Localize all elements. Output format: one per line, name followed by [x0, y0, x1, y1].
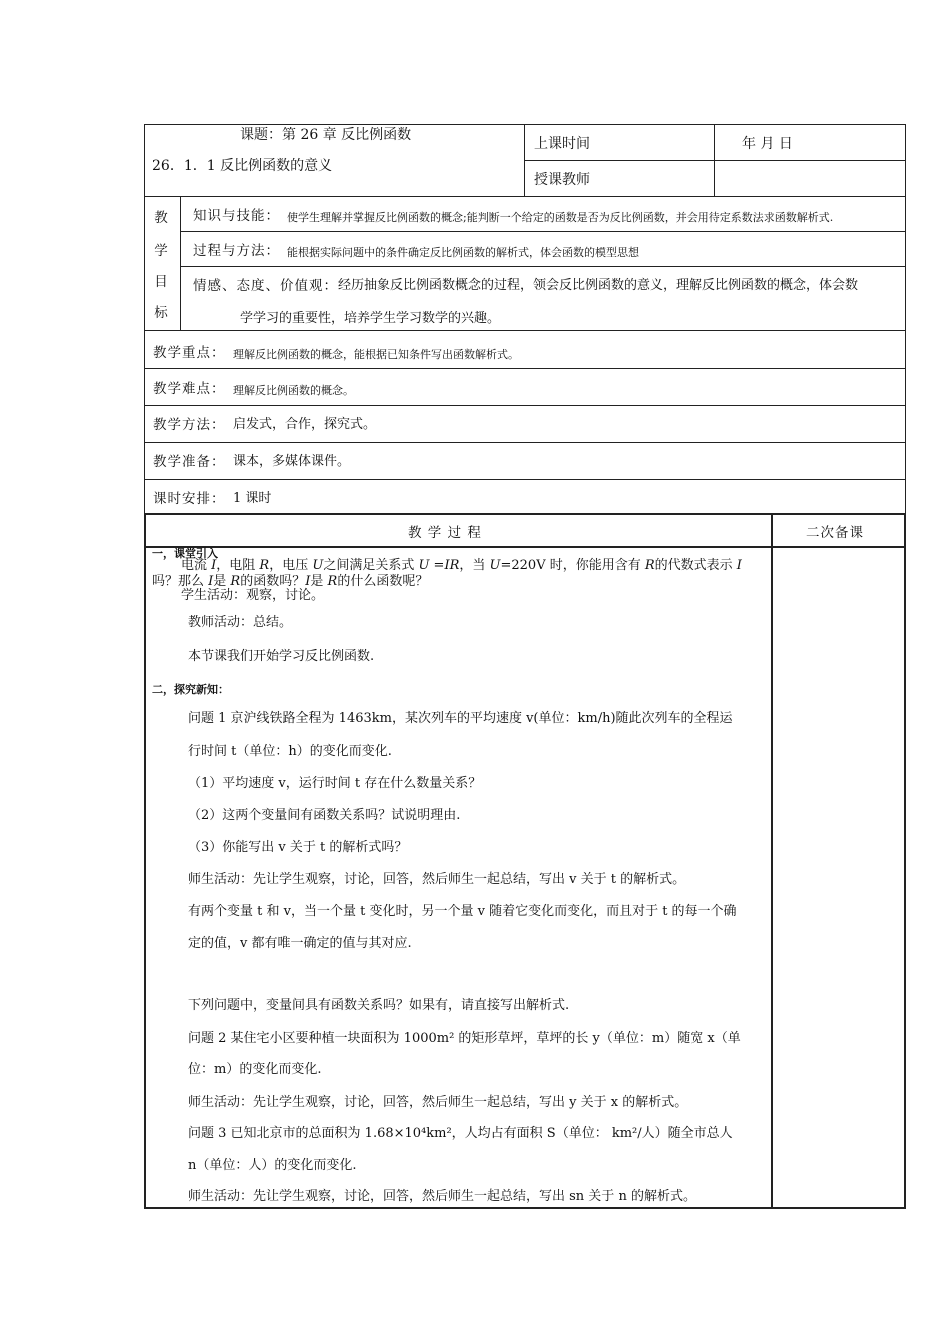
problem-2-line-2: 位：m）的变化而变化. — [188, 1062, 322, 1077]
hours-text: 1 课时 — [233, 491, 272, 506]
key-point-text: 理解反比例函数的概念，能根据已知条件写出函数解析式。 — [233, 348, 519, 361]
problem-1-line-2: 行时间 t（单位：h）的变化而变化. — [188, 744, 392, 759]
emotion-text-2: 学学习的重要性，培养学生学习数学的兴趣。 — [240, 311, 501, 326]
problems-intro: 下列问题中，变量间具有函数关系吗？如果有，请直接写出解析式. — [188, 998, 570, 1013]
process-text: 能根据实际问题中的条件确定反比例函数的解析式，体会函数的模型思想 — [287, 246, 639, 259]
difficulty-text: 理解反比例函数的概念。 — [233, 384, 354, 397]
knowledge-text: 使学生理解并掌握反比例函数的概念;能判断一个给定的函数是否为反比例函数，并会用待定系数法求函数解析式. — [287, 211, 834, 224]
problem-1-activity: 师生活动：先让学生观察，讨论，回答，然后师生一起总结，写出 v 关于 t 的解析式。 — [188, 872, 686, 887]
intro-teacher-activity: 教师活动：总结。 — [188, 615, 293, 630]
process-header: 教 学 过 程 — [408, 525, 482, 541]
method-text: 启发式，合作，探究式。 — [233, 417, 377, 432]
lesson-title: 课题：第 26 章 反比例函数 — [240, 127, 412, 143]
problem-1-question-c: （3）你能写出 v 关于 t 的解析式吗？ — [188, 840, 408, 855]
key-point-label: 教学重点： — [153, 345, 226, 361]
intro-line-1: 电流 I，电阻 R，电压 U之间满足关系式 U =IR，当 U=220V 时，你能用含有 R的代数式表示 I — [181, 558, 742, 573]
teacher-label: 授课教师 — [534, 172, 590, 188]
class-time-label: 上课时间 — [534, 136, 590, 152]
emotion-text-1: 经历抽象反比例函数概念的过程，领会反比例函数的意义，理解反比例函数的概念，体会数 — [338, 278, 859, 293]
problem-1-question-a: （1）平均速度 v，运行时间 t 存在什么数量关系？ — [188, 776, 482, 791]
method-label: 教学方法： — [153, 417, 226, 433]
hours-label: 课时安排： — [153, 491, 226, 507]
emotion-label: 情感、态度、价值观： — [193, 278, 338, 294]
intro-student-activity: 学生活动：观察，讨论。 — [181, 588, 325, 603]
intro-line-2: 吗？那么 I是 R的函数吗？I是 R的什么函数呢？ — [152, 574, 429, 589]
problem-1-line-1: 问题 1 京沪线铁路全程为 1463km，某次列车的平均速度 v(单位：km/h)随此次列车的全程运 — [188, 711, 733, 726]
goal-side-char-1: 教 — [154, 210, 168, 226]
goal-side-char-2: 学 — [154, 243, 168, 259]
lesson-subtitle: 26．1．1 反比例函数的意义 — [152, 158, 333, 174]
secondary-prep-header: 二次备课 — [806, 525, 864, 541]
problem-3-line-2: n（单位：人）的变化而变化. — [188, 1158, 357, 1173]
difficulty-label: 教学难点： — [153, 381, 226, 397]
preparation-text: 课本，多媒体课件。 — [233, 454, 351, 469]
goal-side-char-3: 目 — [154, 274, 168, 290]
section-explore-title: 二，探究新知： — [152, 683, 229, 696]
problem-1-explanation-2: 定的值，v 都有唯一确定的值与其对应. — [188, 936, 412, 951]
problem-3-line-1: 问题 3 已知北京市的总面积为 1.68×10⁴km²，人均占有面积 S（单位： km²/人）随全市总人 — [188, 1126, 733, 1141]
problem-2-line-1: 问题 2 某住宅小区要种植一块面积为 1000m² 的矩形草坪，草坪的长 y（单位：m）随宽 x（单 — [188, 1031, 741, 1046]
preparation-label: 教学准备： — [153, 454, 226, 470]
problem-1-explanation-1: 有两个变量 t 和 v，当一个量 t 变化时，另一个量 v 随着它变化而变化，而且对于 t 的每一个确 — [188, 904, 737, 919]
problem-1-question-b: （2）这两个变量间有函数关系吗？试说明理由. — [188, 808, 461, 823]
class-date: 年 月 日 — [742, 136, 793, 152]
intro-start: 本节课我们开始学习反比例函数. — [188, 649, 375, 664]
section-intro-title: 一，课堂引入 — [152, 547, 218, 560]
process-label: 过程与方法： — [193, 243, 280, 259]
goal-side-char-4: 标 — [154, 305, 168, 321]
knowledge-label: 知识与技能： — [193, 208, 280, 224]
problem-3-activity: 师生活动：先让学生观察，讨论，回答，然后师生一起总结，写出 sn 关于 n 的解析式。 — [188, 1189, 696, 1204]
problem-2-activity: 师生活动：先让学生观察，讨论，回答，然后师生一起总结，写出 y 关于 x 的解析式。 — [188, 1095, 688, 1110]
